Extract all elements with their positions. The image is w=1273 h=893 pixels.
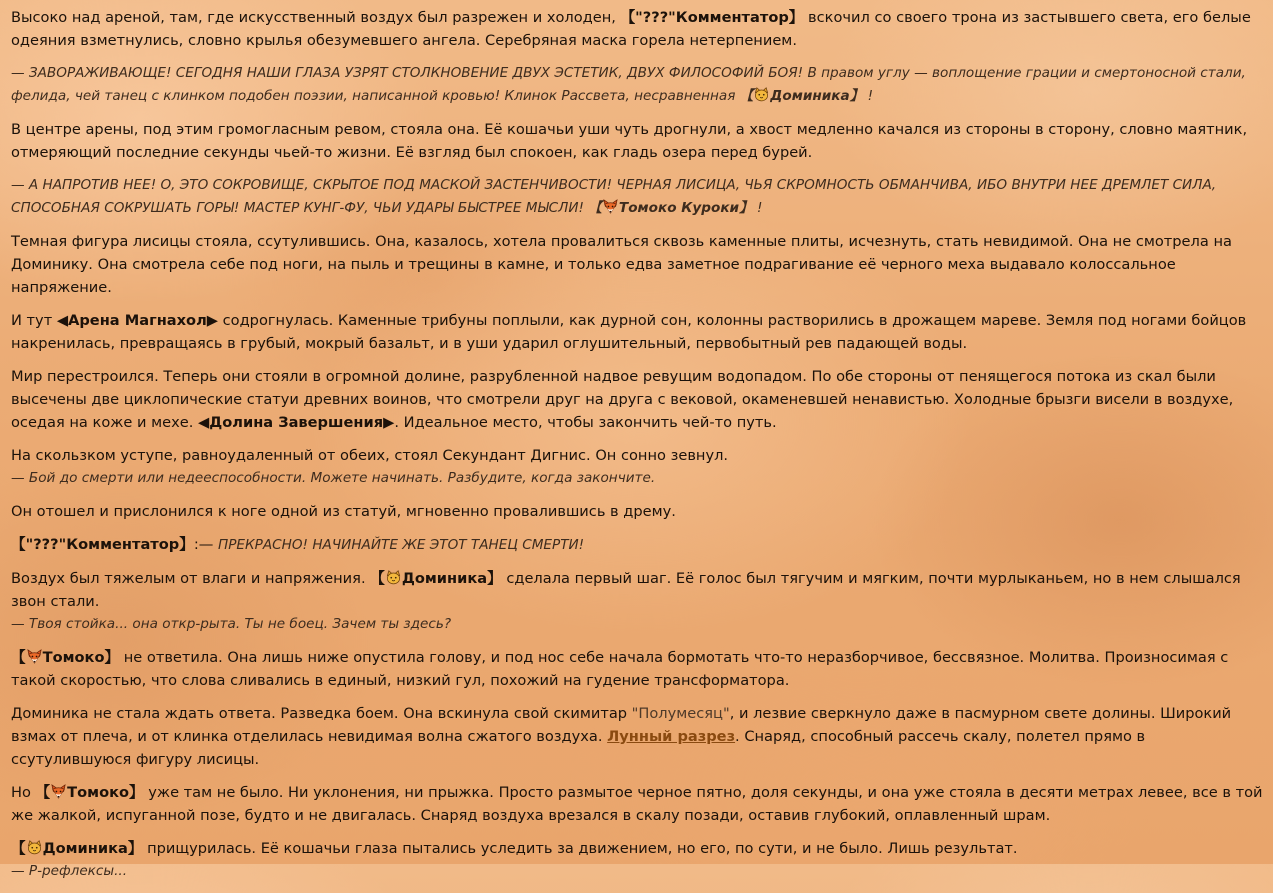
bracket-open: 【	[11, 840, 26, 857]
fox-face-icon	[603, 199, 618, 214]
paragraph-dominika-first-step	[11, 567, 1263, 636]
paragraph-arena-shift	[11, 309, 1263, 355]
narration: , и лезвие сверкнуло даже в пасмурном свете долины. Широкий взмах от плеча, и от клинка отделилась невидимая волна сжатого воздуха.	[11, 705, 1232, 745]
character-name-tomoko: Томоко	[67, 784, 130, 801]
bracket-close: 】	[487, 570, 502, 587]
bracket-open: 【	[35, 784, 51, 801]
paragraph-commentator-rises	[11, 6, 1263, 52]
paragraph-tomoko-dodge	[11, 781, 1263, 827]
character-name-dominika: Доминика	[401, 570, 488, 587]
bracket-close: 】	[129, 784, 144, 801]
speech-end: !	[757, 200, 763, 216]
cat-face-icon	[754, 87, 769, 102]
narration: Воздух был тяжелым от влаги и напряжения.	[11, 570, 366, 587]
narration: Высоко над ареной, там, где искусственный воздух был разрежен и холоден,	[11, 9, 616, 26]
fox-face-icon	[27, 649, 42, 664]
character-name-dominika: Доминика	[770, 88, 850, 104]
paragraph-commentator-start	[11, 533, 1263, 557]
cat-face-icon	[386, 570, 401, 585]
fox-face-icon	[51, 784, 66, 799]
narration: Но	[11, 784, 31, 801]
narration: вскочил со своего трона из застывшего света, его белые одеяния взметнулись, словно крылья обезумевшего ангела. Серебряная маска горела нетерпением.	[11, 9, 1251, 49]
narration: не ответила. Она лишь ниже опустила голову, и под нос себе начала бормотать что-то неразборчивое, бессвязное. Молитва. Произносимая с такой скоростью, что слова сливались в единый, низкий гул, похожий на гудение трансформатора.	[11, 649, 1229, 689]
paragraph-dignis-sleeps: Он отошел и прислонился к ноге одной из статуй, мгновенно провалившись в дрему.	[11, 503, 676, 520]
character-name-tomoko-kuroki: Томоко Куроки	[618, 200, 740, 216]
commentator-speech-dominika	[11, 62, 1263, 108]
dignis-speech: — Бой до смерти или недееспособности. Можете начинать. Разбудите, когда закончите.	[11, 470, 656, 486]
narration: сделала первый шаг. Её голос был тягучим и мягким, почти мурлыканьем, но в нем слышался звон стали.	[11, 570, 1241, 610]
weapon-name: "Полумесяц"	[631, 705, 730, 722]
paragraph-dominika-squints	[11, 837, 1263, 883]
bracket-close: 】	[739, 200, 753, 216]
narration: прищурилась. Её кошачьи глаза пытались уследить за движением, но его, по сути, и не было. Лишь результат.	[147, 840, 1018, 857]
narration: Мир перестроился. Теперь они стояли в огромной долине, разрубленной надвое ревущим водопадом. По обе стороны от пенящегося потока из скал были высечены две циклопические статуи древних воинов, что смотрели друг на друга с вековой, окаменевшей ненавистью. Холодные брызги висели в воздухе, оседая на коже и мехе.	[11, 368, 1234, 431]
location-arena-magnahol: ◀Арена Магнахол▶	[56, 312, 218, 329]
bracket-open: 【	[370, 570, 385, 587]
dominika-speech: — Твоя стойка... она откр-рыта. Ты не боец. Зачем ты здесь?	[11, 616, 452, 632]
narration: содрогнулась. Каменные трибуны поплыли, как дурной сон, колонны растворились в дрожащем мареве. Земля под ногами бойцов накренилась, превращаясь в грубый, мокрый базальт, и в уши ударил оглушительный, первобытный рев падающей воды.	[11, 312, 1247, 352]
character-name-dominika: Доминика	[42, 840, 128, 857]
narration: уже там не было. Ни уклонения, ни прыжка. Просто размытое черное пятно, доля секунды, и она уже стояла в десяти метрах левее, все в той же жалкой, испуганной позе, будто и не двигалась. Снаряд воздуха врезался в скалу позади, оставив глубокий, оплавленный шрам.	[11, 784, 1263, 824]
character-name-tomoko: Томоко	[42, 649, 105, 666]
speech-end: !	[867, 88, 874, 104]
commentator-speech-tomoko	[11, 174, 1263, 220]
paragraph-dominika-attack	[11, 702, 1263, 771]
dominika-speech: — Р-рефлексы...	[11, 863, 128, 879]
speech-text: — А НАПРОТИВ НЕЕ! О, ЭТО СОКРОВИЩЕ, СКРЫТОЕ ПОД МАСКОЙ ЗАСТЕНЧИВОСТИ! ЧЕРНАЯ ЛИСИЦА, ЧЬЯ СКРОМНОСТЬ ОБМАНЧИВА, ИБО ВНУТРИ НЕЕ ДРЕМЛЕТ СИЛА, СПОСОБНАЯ СОКРУШАТЬ ГОРЫ! МАСТЕР КУНГ-ФУ, ЧЬИ УДАРЫ БЫСТРЕЕ МЫСЛИ!	[11, 177, 1217, 216]
bracket-open: 【	[739, 88, 754, 104]
character-name-commentator: 【"???"Комментатор】	[11, 536, 194, 553]
narration: Доминика не стала ждать ответа. Разведка боем. Она вскинула свой скимитар	[11, 705, 628, 722]
cat-face-icon	[27, 840, 42, 855]
paragraph-tomoko-prayer	[11, 646, 1263, 692]
bracket-close: 】	[127, 840, 143, 857]
skill-link-lunar-slash[interactable]: Лунный разрез	[607, 728, 736, 745]
paragraph-second-dignis	[11, 444, 1263, 490]
paragraph-valley	[11, 365, 1263, 434]
narration: На скользком уступе, равноудаленный от обеих, стоял Секундант Дигнис. Он сонно зевнул.	[11, 447, 729, 464]
dialogue-separator: :—	[193, 536, 214, 553]
bracket-close: 】	[849, 88, 864, 104]
commentator-speech-start: ПРЕКРАСНО! НАЧИНАЙТЕ ЖЕ ЭТОТ ТАНЕЦ СМЕРТИ!	[217, 537, 585, 553]
paragraph-dominika-stance: В центре арены, под этим громогласным ревом, стояла она. Её кошачьи уши чуть дрогнули, а хвост медленно качался из стороны в сторону, словно маятник, отмеряющий последние секунды чьей-то жизни. Её взгляд был спокоен, как гладь озера перед бурей.	[11, 121, 1248, 161]
paragraph-tomoko-stance: Темная фигура лисицы стояла, ссутулившись. Она, казалось, хотела провалиться сквозь каменные плиты, исчезнуть, стать невидимой. Она не смотрела на Доминику. Она смотрела себе под ноги, на пыль и трещины в камне, и только едва заметное подрагивание её черного меха выдавало колоссальное напряжение.	[11, 233, 1232, 296]
bracket-open: 【	[11, 649, 26, 666]
bracket-close: 】	[104, 649, 120, 666]
narration: И тут	[11, 312, 53, 329]
story-text	[11, 6, 1263, 893]
narration: . Идеальное место, чтобы закончить чей-то путь.	[394, 414, 777, 431]
character-name-commentator: 【"???"Комментатор】	[620, 9, 804, 26]
location-valley-of-the-end: ◀Долина Завершения▶	[198, 414, 395, 431]
narration: . Снаряд, способный рассечь скалу, полетел прямо в ссутулившуюся фигуру лисицы.	[11, 728, 1146, 768]
bracket-open: 【	[588, 200, 602, 216]
speech-text: — ЗАВОРАЖИВАЮЩЕ! СЕГОДНЯ НАШИ ГЛАЗА УЗРЯТ СТОЛКНОВЕНИЕ ДВУХ ЭСТЕТИК, ДВУХ ФИЛОСОФИЙ БОЯ! В правом углу — воплощение грации и смертоносной стали, фелида, чей танец с клинком подобен поэзии, написанной кровью! Клинок Рассвета, несравненная	[11, 65, 1246, 104]
